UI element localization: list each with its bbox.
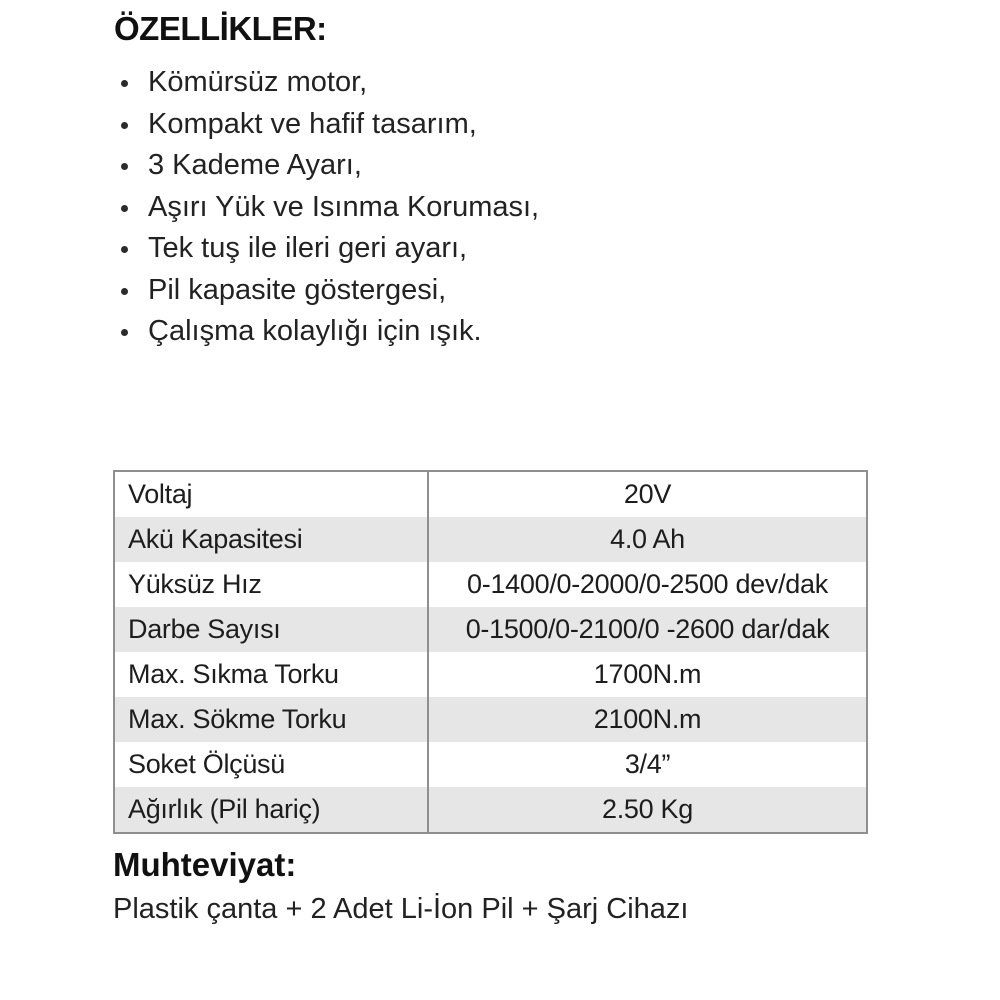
spec-row (115, 607, 866, 652)
spec-label: Voltaj (128, 479, 193, 509)
features-title: ÖZELLİKLER: (114, 10, 327, 47)
spec-value: 3/4” (427, 742, 866, 787)
spec-label: Ağırlık (Pil hariç) (128, 794, 321, 824)
bullet-icon (121, 329, 128, 336)
feature-item (113, 311, 539, 353)
spec-table (113, 470, 868, 834)
spec-label: Max. Sökme Torku (128, 704, 347, 734)
spec-value: 2100N.m (427, 697, 866, 742)
contents-text: Plastik çanta + 2 Adet Li-İon Pil + Şarj Cihazı (113, 893, 689, 925)
spec-row (115, 517, 866, 562)
spec-row (115, 652, 866, 697)
features-list (113, 62, 539, 353)
feature-item (113, 62, 539, 104)
spec-row (115, 787, 866, 832)
contents-title: Muhteviyat: (113, 846, 297, 883)
feature-text: Çalışma kolaylığı için ışık. (148, 315, 482, 348)
bullet-icon (121, 288, 128, 295)
spec-row (115, 472, 866, 517)
feature-item (113, 104, 539, 146)
bullet-icon (121, 163, 128, 170)
feature-text: Pil kapasite göstergesi, (148, 273, 447, 306)
spec-row (115, 562, 866, 607)
spec-label: Max. Sıkma Torku (128, 659, 339, 689)
bullet-icon (121, 205, 128, 212)
feature-item (113, 145, 539, 187)
spec-value: 0-1400/0-2000/0-2500 dev/dak (427, 562, 866, 607)
feature-text: 3 Kademe Ayarı, (148, 149, 362, 182)
spec-row (115, 697, 866, 742)
spec-value: 1700N.m (427, 652, 866, 697)
feature-item (113, 187, 539, 229)
feature-text: Aşırı Yük ve Isınma Koruması, (148, 190, 540, 223)
spec-value: 2.50 Kg (427, 787, 866, 832)
spec-value: 0-1500/0-2100/0 -2600 dar/dak (427, 607, 866, 652)
feature-text: Tek tuş ile ileri geri ayarı, (148, 232, 468, 265)
feature-item (113, 270, 539, 312)
bullet-icon (121, 246, 128, 253)
spec-label: Akü Kapasitesi (128, 524, 303, 554)
feature-item (113, 228, 539, 270)
spec-label: Yüksüz Hız (128, 569, 262, 599)
feature-text: Kompakt ve hafif tasarım, (148, 107, 477, 140)
spec-label: Darbe Sayısı (128, 614, 281, 644)
bullet-icon (121, 122, 128, 129)
spec-label: Soket Ölçüsü (128, 749, 285, 779)
spec-value: 4.0 Ah (427, 517, 866, 562)
bullet-icon (121, 80, 128, 87)
feature-text: Kömürsüz motor, (148, 66, 368, 99)
spec-row (115, 742, 866, 787)
spec-value: 20V (427, 472, 866, 517)
